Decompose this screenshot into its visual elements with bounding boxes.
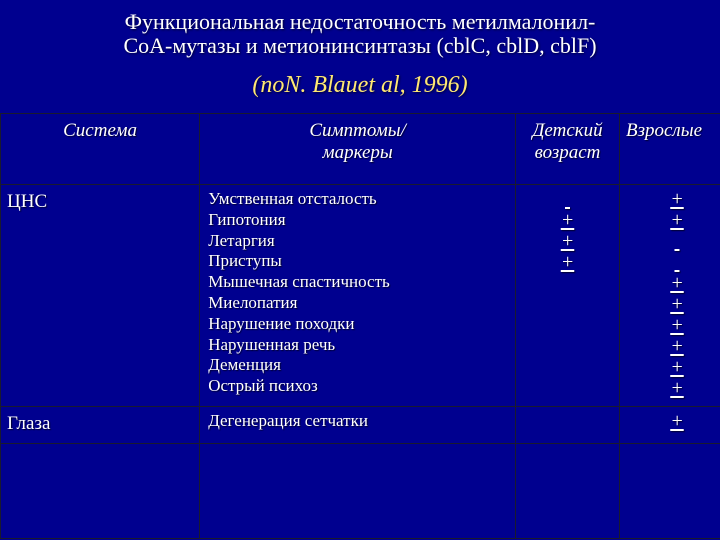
symptom-item: Летаргия — [208, 230, 275, 250]
symptom-item: Умственная отсталость — [208, 189, 377, 208]
system-cell: Глаза — [1, 407, 200, 444]
plus-mark: + — [670, 272, 684, 294]
system-cell: ЦНС — [1, 185, 200, 407]
plus-mark: + — [670, 377, 684, 399]
plus-mark: + — [670, 293, 684, 315]
symptom-item: Миелопатия — [208, 292, 298, 312]
symptom-item: Нарушенная речь — [208, 334, 336, 354]
table-row-empty — [1, 444, 720, 539]
header-child-line2: возраст — [534, 142, 601, 163]
empty-cell — [619, 444, 720, 539]
plus-mark — [516, 189, 619, 210]
slide-title — [0, 10, 720, 58]
plus-mark: + — [670, 335, 684, 357]
plus-mark: + — [670, 410, 684, 432]
header-adult: Взрослые — [619, 114, 720, 185]
header-symptoms-line2: маркеры — [322, 142, 393, 163]
symptom-item: Деменция — [208, 355, 281, 375]
plus-mark: + — [670, 356, 684, 378]
symptom-item: Дегенерация сетчатки — [208, 411, 368, 430]
plus-mark-blank — [620, 252, 720, 273]
symptoms-cell — [200, 185, 516, 407]
plus-mark: + — [670, 209, 684, 231]
header-child — [516, 114, 620, 185]
symptom-item: Нарушение походки — [208, 313, 355, 333]
adult-marks-cell — [619, 407, 720, 444]
child-marks-cell — [516, 185, 620, 407]
plus-mark: + — [560, 209, 575, 231]
empty-cell — [516, 444, 620, 539]
title-line-1: Функциональная недостаточность метилмалонил- — [124, 9, 596, 34]
symptoms-table — [0, 113, 720, 539]
symptom-item: Мышечная спастичность — [208, 272, 390, 292]
symptom-item: Приступы — [208, 251, 282, 271]
empty-cell — [1, 444, 200, 539]
table-header-row — [1, 114, 720, 185]
header-child-line1: Детский — [532, 120, 603, 141]
empty-cell — [200, 444, 516, 539]
symptom-item: Острый психоз — [208, 376, 318, 396]
plus-mark: + — [670, 188, 684, 210]
source-citation: (поN. Blauet al, 1996) — [252, 72, 468, 98]
plus-mark: + — [560, 251, 575, 273]
symptoms-cell — [200, 407, 516, 444]
header-system: Система — [1, 114, 200, 185]
adult-marks-cell — [619, 185, 720, 407]
title-line-2: CoA-мутазы и метионинсинтазы (cblC, cblD, cblF) — [123, 33, 597, 58]
plus-mark: + — [670, 314, 684, 336]
header-symptoms — [200, 114, 516, 185]
table-row — [1, 407, 720, 444]
table-row — [1, 185, 720, 407]
plus-mark: + — [560, 230, 575, 252]
child-marks-cell — [516, 407, 620, 444]
symptom-item: Гипотония — [208, 209, 286, 229]
plus-mark-blank — [620, 231, 720, 252]
header-symptoms-line1: Симптомы/ — [309, 120, 406, 141]
